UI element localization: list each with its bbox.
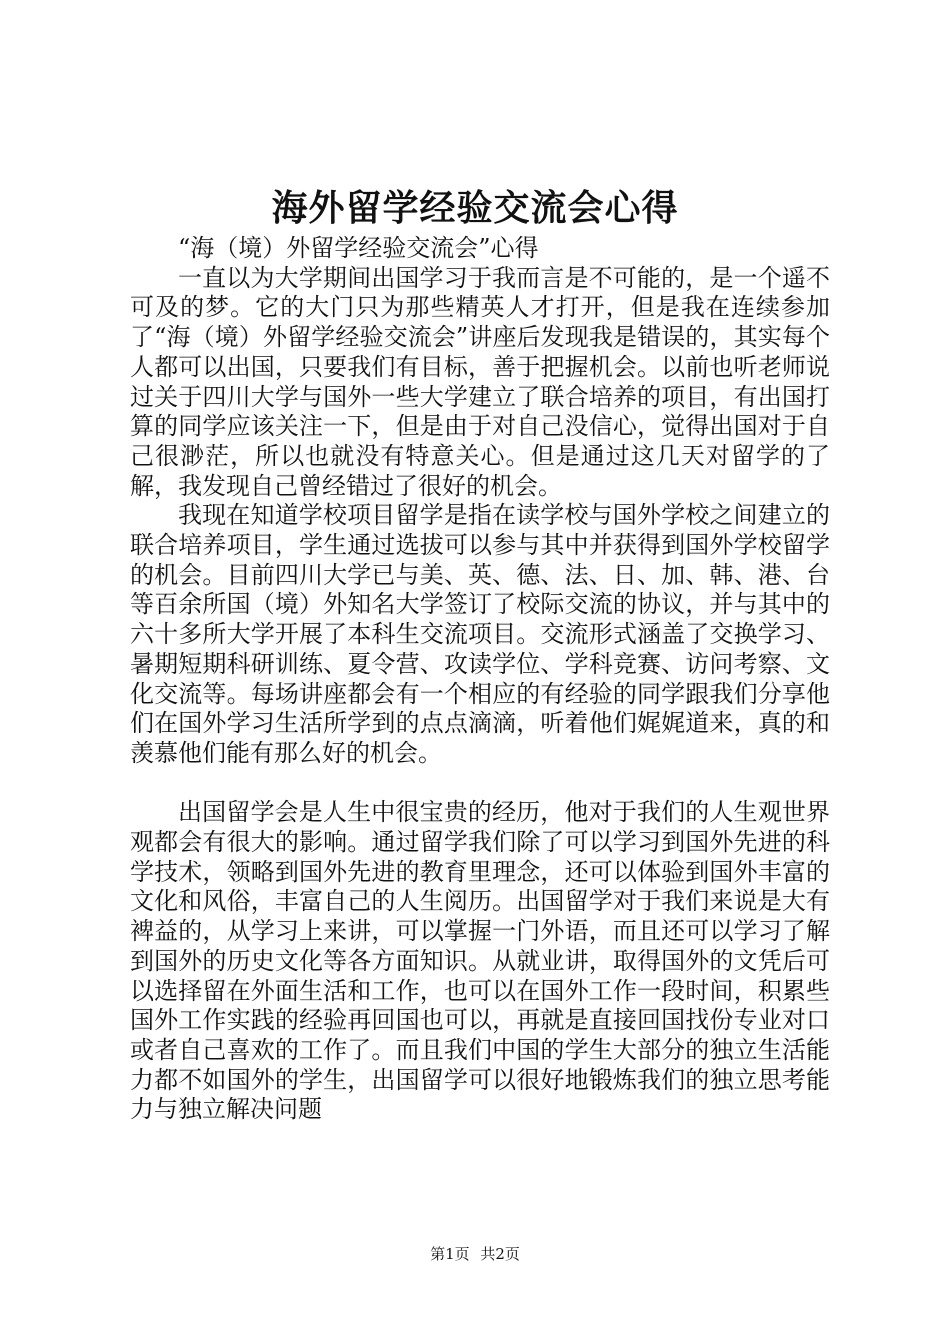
page-total: 共2页 — [480, 1245, 520, 1263]
paragraph-subtitle: “海（境）外留学经验交流会”心得 — [178, 234, 539, 262]
paragraph-3: 出国留学会是人生中很宝贵的经历，他对于我们的人生观世界观都会有很大的影响。通过留学我们除了可以学习到国外先进的科学技术，领略到国外先进的教育里理念，还可以体验到国外丰富的文化和风俗，丰富自己的人生阅历。出国留学对于我们来说是大有裨益的，从学习上来讲，可以掌握一门外语，而且还可以学习了解到国外的历史文化等各方面知识。从就业讲，取得国外的文凭后可以选择留在外面生活和工作，也可以在国外工作一段时间，积累些国外工作实践的经验再回国也可以，再就是直接回国找份专业对口或者自己喜欢的工作了。而且我们中国的学生大部分的独立生活能力都不如国外的学生，出国留学可以很好地锻炼我们的独立思考能力与独立解决问题 — [130, 798, 830, 1124]
paragraph-1: 一直以为大学期间出国学习于我而言是不可能的，是一个遥不可及的梦。它的大门只为那些精英人才打开，但是我在连续参加了“海（境）外留学经验交流会”讲座后发现我是错误的，其实每个人都可以出国，只要我们有目标，善于把握机会。以前也听老师说过关于四川大学与国外一些大学建立了联合培养的项目，有出国打算的同学应该关注一下，但是由于对自己没信心，觉得出国对于自己很渺茫，所以也就没有特意关心。但是通过这几天对留学的了解，我发现自己曾经错过了很好的机会。 — [130, 263, 830, 500]
page-title: 海外留学经验交流会心得 — [271, 187, 679, 229]
paragraph-2: 我现在知道学校项目留学是指在读学校与国外学校之间建立的联合培养项目，学生通过选拔可以参与其中并获得到国外学校留学的机会。目前四川大学已与美、英、德、法、日、加、韩、港、台等百余所国（境）外知名大学签订了校际交流的协议，并与其中的六十多所大学开展了本科生交流项目。交流形式涵盖了交换学习、暑期短期科研训练、夏令营、攻读学位、学科竞赛、访问考察、文化交流等。每场讲座都会有一个相应的有经验的同学跟我们分享他们在国外学习生活所学到的点点滴滴，听着他们娓娓道来，真的和羡慕他们能有那么好的机会。 — [130, 501, 830, 767]
page-number: 第1页 — [430, 1245, 470, 1263]
document-body — [130, 234, 830, 1125]
page-footer — [0, 1243, 950, 1265]
